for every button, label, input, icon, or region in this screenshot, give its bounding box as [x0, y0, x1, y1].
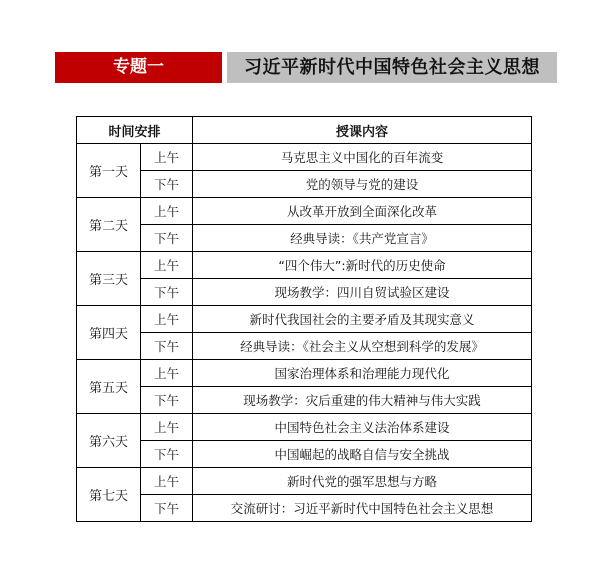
- content-cell: 党的领导与党的建设: [193, 171, 532, 198]
- schedule-table: [76, 116, 532, 522]
- content-cell: “四个伟大”:新时代的历史使命: [193, 252, 532, 279]
- period-cell: 下午: [141, 171, 193, 198]
- table-row: [77, 414, 532, 441]
- day-cell: 第五天: [77, 360, 141, 414]
- table-row: [77, 225, 532, 252]
- period-cell: 下午: [141, 387, 193, 414]
- day-cell: 第一天: [77, 144, 141, 198]
- table-row: [77, 279, 532, 306]
- period-cell: 上午: [141, 414, 193, 441]
- table-header-row: [77, 117, 532, 144]
- table-row: [77, 198, 532, 225]
- content-cell: 中国崛起的战略自信与安全挑战: [193, 441, 532, 468]
- period-cell: 上午: [141, 360, 193, 387]
- day-cell: 第七天: [77, 468, 141, 522]
- table-row: [77, 171, 532, 198]
- content-cell: 从改革开放到全面深化改革: [193, 198, 532, 225]
- content-cell: 现场教学：灾后重建的伟大精神与伟大实践: [193, 387, 532, 414]
- table-row: [77, 306, 532, 333]
- table-row: [77, 360, 532, 387]
- content-cell: 现场教学：四川自贸试验区建设: [193, 279, 532, 306]
- period-cell: 上午: [141, 198, 193, 225]
- table-row: [77, 144, 532, 171]
- table-row: [77, 252, 532, 279]
- content-cell: 国家治理体系和治理能力现代化: [193, 360, 532, 387]
- content-cell: 交流研讨：习近平新时代中国特色社会主义思想: [193, 495, 532, 522]
- day-cell: 第六天: [77, 414, 141, 468]
- period-cell: 上午: [141, 468, 193, 495]
- content-cell: 马克思主义中国化的百年流变: [193, 144, 532, 171]
- content-column-header: 授课内容: [193, 117, 532, 144]
- period-cell: 下午: [141, 279, 193, 306]
- content-cell: 新时代我国社会的主要矛盾及其现实意义: [193, 306, 532, 333]
- topic-title: 习近平新时代中国特色社会主义思想: [227, 52, 557, 83]
- content-cell: 新时代党的强军思想与方略: [193, 468, 532, 495]
- time-column-header: 时间安排: [77, 117, 193, 144]
- content-cell: 中国特色社会主义法治体系建设: [193, 414, 532, 441]
- table-row: [77, 387, 532, 414]
- day-cell: 第二天: [77, 198, 141, 252]
- topic-header: [55, 52, 557, 83]
- topic-tag: 专题一: [55, 52, 222, 83]
- period-cell: 上午: [141, 144, 193, 171]
- day-cell: 第三天: [77, 252, 141, 306]
- period-cell: 上午: [141, 252, 193, 279]
- table-row: [77, 495, 532, 522]
- period-cell: 下午: [141, 333, 193, 360]
- period-cell: 下午: [141, 441, 193, 468]
- period-cell: 上午: [141, 306, 193, 333]
- table-row: [77, 468, 532, 495]
- day-cell: 第四天: [77, 306, 141, 360]
- content-cell: 经典导读：《社会主义从空想到科学的发展》: [193, 333, 532, 360]
- content-cell: 经典导读：《共产党宣言》: [193, 225, 532, 252]
- period-cell: 下午: [141, 225, 193, 252]
- period-cell: 下午: [141, 495, 193, 522]
- table-row: [77, 441, 532, 468]
- table-row: [77, 333, 532, 360]
